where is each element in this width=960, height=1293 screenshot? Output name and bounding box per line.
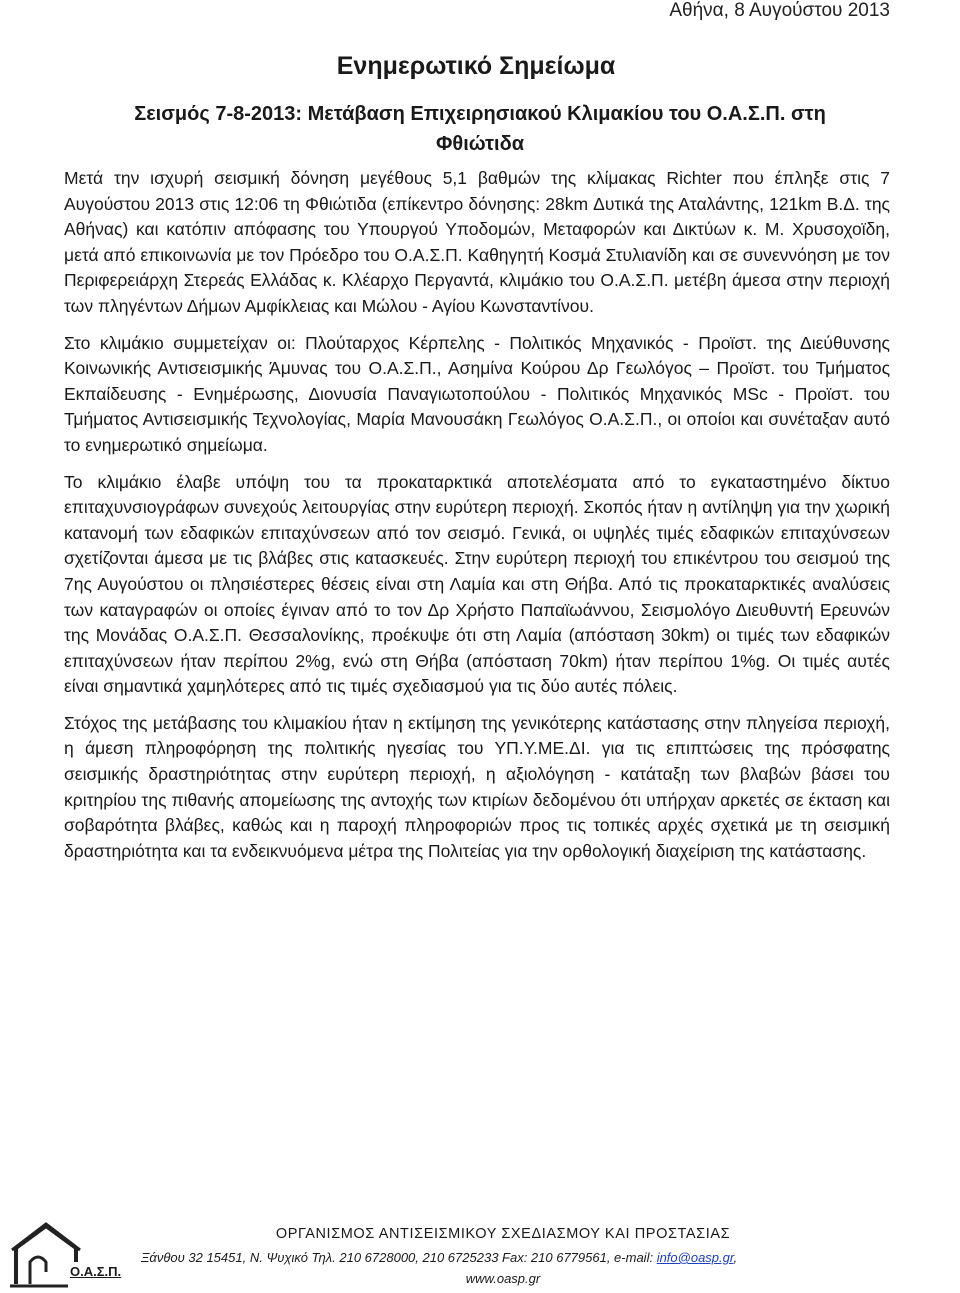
paragraph-4: Στόχος της μετάβασης του κλιμακίου ήταν η εκτίμηση της γενικότερης κατάστασης στην πληγείσα περιοχή, η άμεση πληροφόρηση της πολιτικής ηγεσίας του ΥΠ.Υ.ΜΕ.ΔΙ. για τις επιπτώσεις της πρόσφατης σεισμικής δραστηριότητας στην ευρύτερη περιοχή, η αξιολόγηση - κατάταξη των βλαβών βάσει του κριτηρίου της πιθανής απομείωσης της αντοχής των κτιρίων δεδομένου ότι υπήρχαν αρκετές σε έκταση και σοβαρότητα βλάβες, καθώς και η παροχή πληροφοριών προς τις τοπικές αρχές σχετικά με τη σεισμική δραστηριότητα και τα ενδεικνυόμενα μέτρα της Πολιτείας για την ορθολογική διαχείριση της κατάστασης. (64, 712, 890, 861)
logo-text: Ο.Α.Σ.Π. (70, 1264, 122, 1279)
date: Αθήνα, 8 Αυγούστου 2013 (669, 0, 890, 21)
contact-info: Ξάνθου 32 15451, Ν. Ψυχικό Τηλ. 210 6728000, 210 6725233 Fax: 210 6779561, e-mail: info@oasp.gr, (141, 1250, 738, 1265)
email-link[interactable]: info@oasp.gr (656, 1250, 734, 1265)
paragraph-1: Μετά την ισχυρή σεισμική δόνηση μεγέθους 5,1 βαθμών της κλίμακας Richter που έπληξε στις 7 Αυγούστου 2013 στις 12:06 τη Φθιώτιδα (επίκεντρο δόνησης: 28km Δυτικά της Αταλάντης, 121km Β.Δ. της Αθήνας) και κατόπιν απόφασης του Υπουργού Υποδομών, Μεταφορών και Δικτύων κ. Μ. Χρυσοχοϊδη, μετά από επικοινωνία με τον Πρόεδρο του Ο.Α.Σ.Π. Καθηγητή Κοσμά Στυλιανίδη και σε συνεννόηση με τον Περιφερειάρχη Στερεάς Ελλάδας κ. Κλέαρχο Περγαντά, κλιμάκιο του Ο.Α.Σ.Π. μετέβη άμεσα στην περιοχή των πληγέντων Δήμων Αμφίκλειας και Μώλου - Αγίου Κωνσταντίνου. (64, 168, 890, 316)
website-link[interactable]: www.oasp.gr (465, 1271, 541, 1286)
contact-text: Ξάνθου 32 15451, Ν. Ψυχικό Τηλ. 210 6728000, 210 6725233 Fax: 210 6779561, e-mail: (141, 1250, 657, 1265)
organization-name: ΟΡΓΑΝΙΣΜΟΣ ΑΝΤΙΣΕΙΣΜΙΚΟΥ ΣΧΕΔΙΑΣΜΟΥ ΚΑΙ ΠΡΟΣΤΑΣΙΑΣ (275, 1226, 731, 1242)
document-body (64, 166, 890, 875)
footer (0, 1222, 960, 1292)
paragraph-3: Το κλιμάκιο έλαβε υπόψη του τα προκαταρκτικά αποτελέσματα από το εγκαταστημένο δίκτυο επιταχυνσιογράφων συνεχούς λειτουργίας στην ευρύτερη περιοχή. Σκοπός ήταν η αντίληψη για την χωρική κατανομή των εδαφικών επιταχύνσεων από τον σεισμό. Γενικά, οι υψηλές τιμές εδαφικών επιταχύνσεων σχετίζονται άμεσα με τις βλάβες στις κατασκευές. Στην ευρύτερη περιοχή του επικέντρου του σεισμού της 7ης Αυγούστου οι πλησιέστερες θέσεις είναι στη Λαμία και στη Θήβα. Από τις προκαταρκτικές αναλύσεις των καταγραφών οι οποίες έγιναν από το τον Δρ Χρήστο Παπαϊωάννου, Σεισμολόγο Διευθυντή Ερευνών της Μονάδας Ο.Α.Σ.Π. Θεσσαλονίκης, προέκυψε ότι στη Λαμία (απόσταση 30km) οι τιμές των εδαφικών επιταχύνσεων ήταν περίπου 2%g, ενώ στη Θήβα (απόσταση 70km) ήταν περίπου 1%g. Οι τιμές αυτές είναι σημαντικά χαμηλότερες από τις τιμές σχεδιασμού για τις δύο αυτές πόλεις. (64, 471, 890, 697)
document-subtitle: Σεισμός 7-8-2013: Μετάβαση Επιχειρησιακού Κλιμακίου του Ο.Α.Σ.Π. στη Φθιώτιδα (134, 103, 826, 155)
paragraph-2: Στο κλιμάκιο συμμετείχαν οι: Πλούταρχος Κέρπελης - Πολιτικός Μηχανικός - Προϊστ. της Διεύθυνσης Κοινωνικής Αντισεισμικής Άμυνας του Ο.Α.Σ.Π., Ασημίνα Κούρου Δρ Γεωλόγος – Προϊστ. του Τμήματος Εκπαίδευσης - Ενημέρωσης, Διονυσία Παναγιωτοπούλου - Πολιτικός Μηχανικός MSc - Προϊστ. του Τμήματος Αντισεισμικής Τεχνολογίας, Μαρία Μανουσάκη Γεωλόγος Ο.Α.Σ.Π., οι οποίοι και συνέταξαν αυτό το ενημερωτικό σημείωμα. (64, 332, 890, 455)
document-title: Ενημερωτικό Σημείωμα (336, 52, 616, 80)
